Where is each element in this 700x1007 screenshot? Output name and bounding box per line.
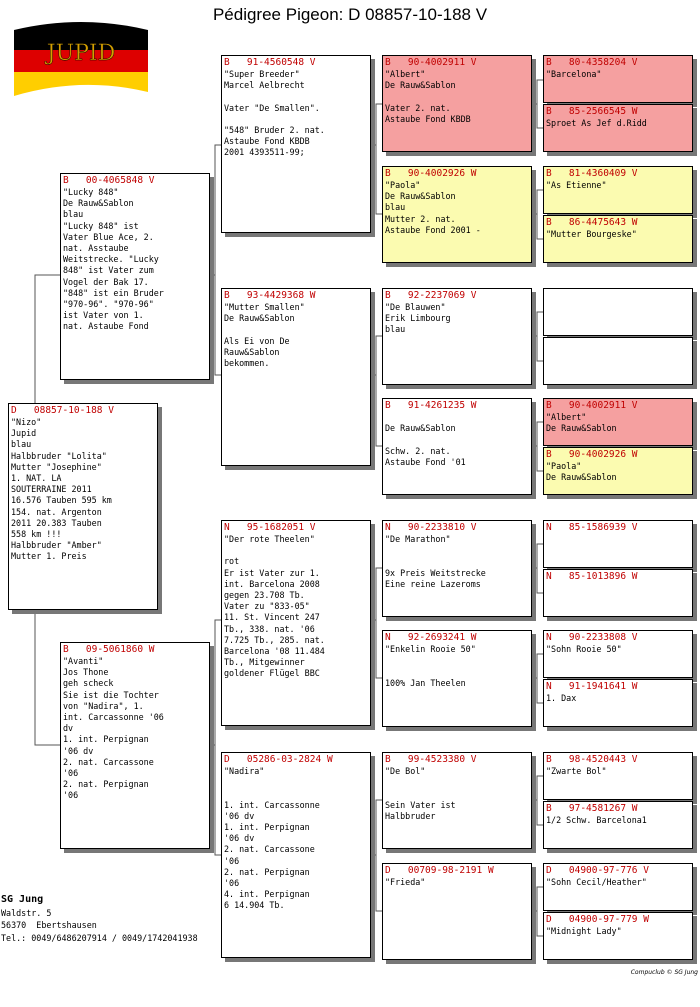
pigeon-card-g10[interactable] (543, 569, 693, 617)
pigeon-card-vm[interactable] (221, 288, 371, 466)
ring-number: B 93-4429368 W (224, 290, 316, 301)
pigeon-card-g3[interactable] (543, 166, 693, 214)
pigeon-card-g4[interactable] (543, 215, 693, 263)
pigeon-card-g11[interactable] (543, 630, 693, 678)
footer-credit: Compuclub © SG Jung (630, 969, 698, 976)
ring-number: B 97-4581267 W (546, 803, 638, 814)
ring-number: B 85-2566545 W (546, 106, 638, 117)
ring-number: N 91-1941641 W (546, 681, 638, 692)
ring-number: N 85-1013896 W (546, 571, 638, 582)
ring-number: B 90-4002911 V (546, 400, 638, 411)
ring-number: N 90-2233810 V (385, 522, 477, 533)
pigeon-card-mmv[interactable] (382, 752, 532, 849)
pigeon-details: Sproet As Jef d.Ridd (546, 118, 647, 128)
pigeon-card-g7[interactable] (543, 398, 693, 446)
ring-number (544, 289, 692, 302)
pigeon-card-vvv[interactable] (382, 55, 532, 152)
pigeon-details: "De Marathon" 9x Preis Weitstrecke Eine reine Lazeroms (385, 534, 486, 589)
pigeon-card-g9[interactable] (543, 520, 693, 568)
ring-number (544, 338, 692, 351)
ring-number: B 00-4065848 V (63, 175, 155, 186)
pigeon-details: "Paola" De Rauw&Sablon blau Mutter 2. nat. Astaube Fond 2001 - (385, 180, 481, 235)
pigeon-card-v[interactable] (60, 173, 210, 380)
breeder-phone: Tel.: 0049/6486207914 / 0049/1742041938 (1, 932, 198, 943)
pigeon-card-mvm[interactable] (382, 630, 532, 727)
pigeon-card-g8[interactable] (543, 447, 693, 495)
pigeon-card-g16[interactable] (543, 912, 693, 960)
logo-text: JUPID (46, 41, 116, 66)
pigeon-details: "Avanti" Jos Thone geh scheck Sie ist die Tochter von "Nadira", 1. int. Carcassonne '06 dv 1. int. Perpignan '06 dv 2. nat. Carcassone '06 2. nat. Perpignan '06 (63, 656, 164, 801)
pigeon-card-mm[interactable] (221, 752, 371, 958)
ring-number: B 91-4560548 V (224, 57, 316, 68)
ring-number: B 81-4360409 V (546, 168, 638, 179)
pigeon-details: De Rauw&Sablon Schw. 2. nat. Astaube Fond '01 (385, 423, 466, 467)
pigeon-card-g15[interactable] (543, 863, 693, 911)
pigeon-card-vmv[interactable] (382, 288, 532, 385)
ring-number: D 04900-97-776 V (546, 865, 649, 876)
pigeon-card-m[interactable] (60, 642, 210, 849)
pigeon-details: "Midnight Lady" (546, 926, 622, 936)
breeder-name: SG Jung (1, 894, 44, 905)
pigeon-details: "Mutter Bourgeske" (546, 229, 637, 239)
pigeon-card-g14[interactable] (543, 801, 693, 849)
ring-number: N 92-2693241 W (385, 632, 477, 643)
pigeon-details: "Lucky 848" De Rauw&Sablon blau "Lucky 848" ist Vater Blue Ace, 2. nat. Asstaube Weitstrecke. "Lucky 848" ist Vater zum Vogel der Bak 17. "848" ist ein Bruder "970-96". "970-96" ist Vater von 1. nat. Astaube Fond (63, 187, 164, 332)
ring-number: B 80-4358204 V (546, 57, 638, 68)
pigeon-card-g12[interactable] (543, 679, 693, 727)
ring-number: D 00709-98-2191 W (385, 865, 494, 876)
pigeon-details: "De Blauwen" Erik Limbourg blau (385, 302, 451, 335)
pigeon-card-mmm[interactable] (382, 863, 532, 960)
pigeon-details: "Barcelona" (546, 69, 602, 79)
ring-number: B 90-4002926 W (546, 449, 638, 460)
pigeon-card-mvv[interactable] (382, 520, 532, 617)
pigeon-card-g13[interactable] (543, 752, 693, 800)
breeder-city: 56370 Ebertshausen (1, 920, 97, 930)
pigeon-details: "Der rote Theelen" rot Er ist Vater zur 1. int. Barcelona 2008 gegen 23.708 Tb. Vater zu "833-05" 11. St. Vincent 247 Tb., 338. nat. '06 7.725 Tb., 285. nat. Barcelona '08 11.484 Tb., Mitgewinner goldener Flügel BBC (224, 534, 325, 679)
pigeon-details: "Albert" De Rauw&Sablon (546, 412, 617, 434)
pigeon-details: "Albert" De Rauw&Sablon Vater 2. nat. Astaube Fond KBDB (385, 69, 471, 124)
pigeon-card-d[interactable] (8, 403, 158, 610)
pigeon-card-vvm[interactable] (382, 166, 532, 263)
ring-number: B 98-4520443 V (546, 754, 638, 765)
ring-number: N 85-1586939 V (546, 522, 638, 533)
pigeon-details: "Paola" De Rauw&Sablon (546, 461, 617, 483)
pigeon-details: "Zwarte Bol" (546, 766, 607, 776)
pigeon-card-vmm[interactable] (382, 398, 532, 495)
pigeon-card-mv[interactable] (221, 520, 371, 726)
ring-number: B 90-4002926 W (385, 168, 477, 179)
ring-number: B 91-4261235 W (385, 400, 477, 411)
ring-number: B 09-5061860 W (63, 644, 155, 655)
pigeon-details: "As Etienne" (546, 180, 607, 190)
pigeon-details: "Nadira" 1. int. Carcassonne '06 dv 1. int. Perpignan '06 dv 2. nat. Carcassone '06 2. nat. Perpignan '06 4. int. Perpignan 6 14.904 Tb. (224, 766, 320, 911)
pigeon-details: 1. Dax (546, 693, 577, 703)
pigeon-card-g6[interactable] (543, 337, 693, 385)
pigeon-card-g2[interactable] (543, 104, 693, 152)
pigeon-card-g5[interactable] (543, 288, 693, 336)
pigeon-card-g1[interactable] (543, 55, 693, 103)
pigeon-details: "Sohn Cecil/Heather" (546, 877, 647, 887)
pigeon-details: 1/2 Schw. Barcelona1 (546, 815, 647, 825)
ring-number: N 95-1682051 V (224, 522, 316, 533)
breeder-street: Waldstr. 5 (1, 907, 52, 918)
pigeon-details: "Mutter Smallen" De Rauw&Sablon Als Ei von De Rauw&Sablon bekommen. (224, 302, 305, 369)
pigeon-details: "Super Breeder" Marcel Aelbrecht Vater "De Smallen". "548" Bruder 2. nat. Astaube Fond KBDB 2001 4393511-99; (224, 69, 325, 158)
page-title: Pédigree Pigeon: D 08857-10-188 V (212, 5, 488, 24)
ring-number: B 99-4523380 V (385, 754, 477, 765)
ring-number: B 86-4475643 W (546, 217, 638, 228)
pigeon-details: "Nizo" Jupid blau Halbbruder "Lolita" Mutter "Josephine" 1. NAT. LA SOUTERRAINE 2011 16.576 Tauben 595 km 154. nat. Argenton 2011 20.383 Tauben 558 km !!! Halbbruder "Amber" Mutter 1. Preis (11, 417, 112, 562)
pigeon-details: "Enkelin Rooie 50" 100% Jan Theelen (385, 644, 476, 688)
breeder-info (1, 893, 198, 944)
ring-number: N 90-2233808 V (546, 632, 638, 643)
pigeon-details: "Frieda" (385, 877, 426, 887)
pigeon-details: "Sohn Rooie 50" (546, 644, 622, 654)
ring-number: B 92-2237069 V (385, 290, 477, 301)
pigeon-details: "De Bol" Sein Vater ist Halbbruder (385, 766, 456, 821)
ring-number: D 04900-97-779 W (546, 914, 649, 925)
ring-number: D 08857-10-188 V (11, 405, 114, 416)
pigeon-card-vv[interactable] (221, 55, 371, 233)
ring-number: D 05286-03-2824 W (224, 754, 333, 765)
ring-number: B 90-4002911 V (385, 57, 477, 68)
